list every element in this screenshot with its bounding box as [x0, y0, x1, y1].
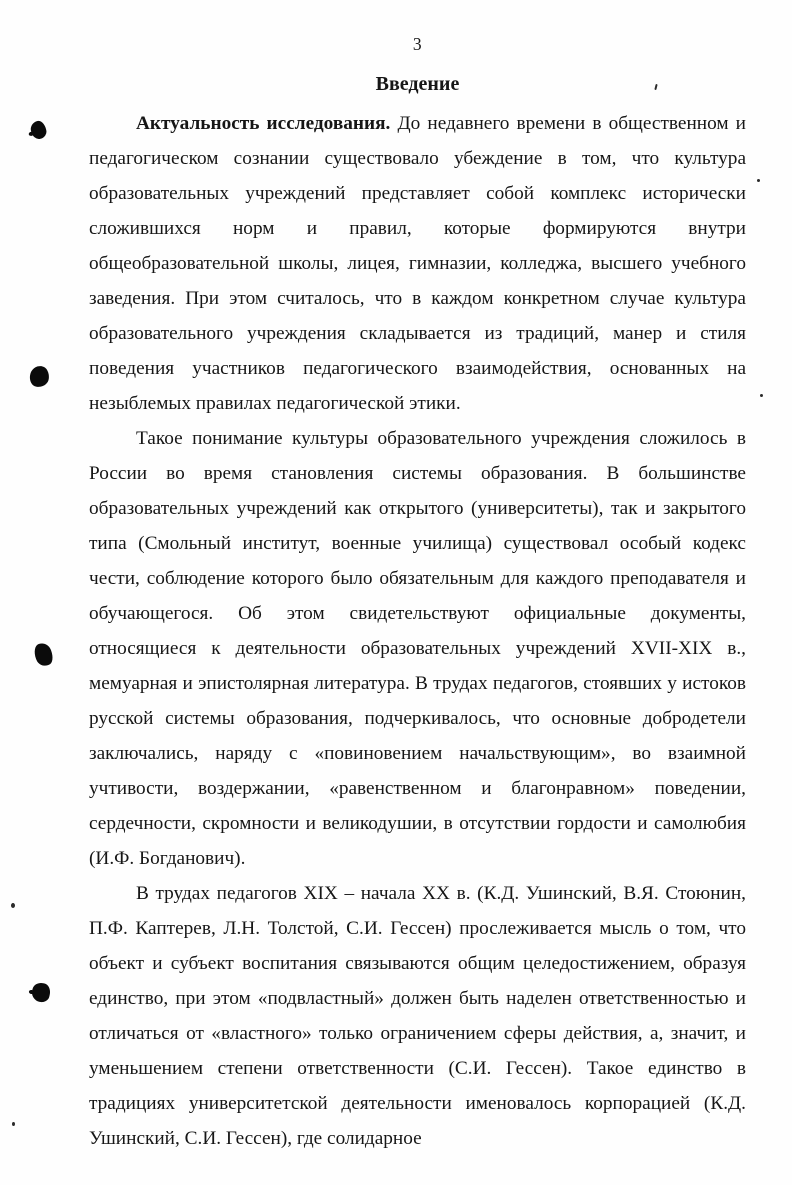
paragraph-lead-bold: Актуальность исследования.	[136, 113, 391, 134]
paragraph-pedagogues: В трудах педагогов XIX – начала XX в. (К.Д. Ушинский, В.Я. Стоюнин, П.Ф. Каптерев, Л.Н. Толстой, С.И. Гессен) прослеживается мысль о том, что объект и субъект воспитания связываются общим целедостижением, образуя единство, при этом «подвластный» должен быть наделен ответственностью и отличаться от «властного» только ограничением сферы действия, а, значит, и уменьшением степени ответственности (С.И. Гессен). Такое единство в традициях университетской деятельности именовалось корпорацией (К.Д. Ушинский, С.И. Гессен), где солидарное	[89, 883, 746, 1149]
paragraph-history: Такое понимание культуры образовательного учреждения сложилось в России во время становления системы образования. В большинстве образовательных учреждений как открытого (университеты), так и закрытого типа (Смольный институт, военные училища) существовал особый кодекс чести, соблюдение которого было обязательным для каждого преподавателя и обучающегося. Об этом свидетельствуют официальные документы, относящиеся к деятельности образовательных учреждений XVII-XIX в., мемуарная и эпистолярная литература. В трудах педагогов, стоявших у истоков русской системы образования, подчеркивалось, что основные добродетели заключались, наряду с «повиновением начальствующим», во взаимной учтивости, воздержании, «равенственном и благонравном» поведении, сердечности, скромности и великодушии, в отсутствии гордости и самолюбия (И.Ф. Богданович).	[89, 428, 746, 869]
ink-blot	[32, 641, 56, 668]
ink-blot	[29, 365, 51, 388]
ink-blot	[30, 981, 52, 1003]
scan-speck	[12, 1122, 15, 1126]
scan-speck	[760, 394, 763, 397]
paragraph-text: До недавнего времени в общественном и педагогическом сознании существовало убеждение в том, что культура образовательных учреждений представляет собой комплекс исторически сложившихся норм и правил, которые формируются внутри общеобразовательной школы, лицея, гимназии, колледжа, высшего учебного заведения. При этом считалось, что в каждом конкретном случае культура образовательного учреждения складывается из традиций, манер и стиля поведения участников педагогического взаимодействия, основанных на незыблемых правилах педагогической этики.	[89, 113, 746, 414]
page-number: 3	[412, 34, 423, 54]
scan-speck	[11, 903, 15, 908]
scan-speck	[757, 179, 760, 182]
ink-blot	[29, 119, 48, 140]
section-heading: Введение	[375, 73, 460, 95]
paragraph-relevance	[89, 106, 746, 421]
page-content	[89, 32, 746, 1156]
